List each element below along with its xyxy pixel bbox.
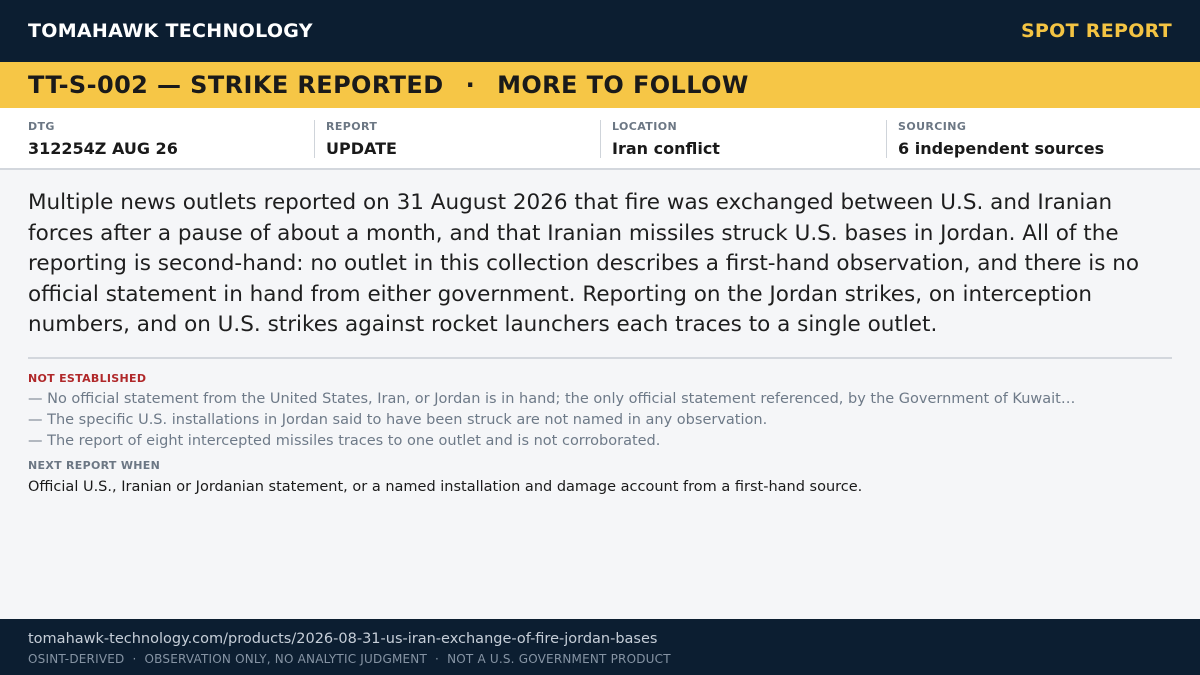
meta-value: UPDATE: [326, 139, 397, 158]
meta-label: SOURCING: [898, 120, 967, 133]
meta-label: LOCATION: [612, 120, 678, 133]
meta-label: REPORT: [326, 120, 378, 133]
next-report-text: Official U.S., Iranian or Jordanian statement, or a named installation and damage account from a first-hand source.: [28, 479, 863, 495]
list-item: — The specific U.S. installations in Jordan said to have been struck are not named in any observation.: [28, 412, 768, 428]
meta-dtg: [28, 120, 314, 158]
next-report-label: NEXT REPORT WHEN: [28, 459, 161, 472]
meta-label: DTG: [28, 120, 55, 133]
top-bar: [0, 0, 1200, 62]
not-established-label: NOT ESTABLISHED: [28, 372, 147, 385]
not-established-list: [28, 389, 1178, 452]
section-divider: [28, 357, 1172, 359]
footer: [0, 619, 1200, 675]
meta-value: Iran conflict: [612, 139, 720, 158]
headline-follow: MORE TO FOLLOW: [497, 71, 749, 99]
footer-url[interactable]: tomahawk-technology.com/products/2026-08-31-us-iran-exchange-of-fire-jordan-bases: [28, 631, 658, 647]
list-item: — No official statement from the United States, Iran, or Jordan is in hand; the only official statement referenced, by the Government of Kuwait…: [28, 391, 1076, 407]
headline-bar: [0, 62, 1200, 108]
headline-separator: ·: [465, 71, 476, 99]
list-item: — The report of eight intercepted missiles traces to one outlet and is not corroborated.: [28, 433, 661, 449]
meta-sourcing: [886, 120, 1172, 158]
meta-report: [314, 120, 600, 158]
summary-paragraph: Multiple news outlets reported on 31 August 2026 that fire was exchanged between U.S. and Iranian forces after a pause of about a month, and that Iranian missiles struck U.S. bases in Jordan. All of the reporting is second-hand: no outlet in this collection describes a first-hand observation, and there is no official statement in hand from either government. Reporting on the Jordan strikes, on interception numbers, and on U.S. strikes against rocket launchers each traces to a single outlet.: [28, 190, 1140, 337]
meta-value: 6 independent sources: [898, 139, 1105, 158]
footer-disclaimer: OSINT-DERIVED · OBSERVATION ONLY, NO ANALYTIC JUDGMENT · NOT A U.S. GOVERNMENT PRODUCT: [28, 652, 671, 666]
brand-name: TOMAHAWK TECHNOLOGY: [28, 20, 313, 42]
report-type: SPOT REPORT: [1020, 20, 1172, 42]
meta-location: [600, 120, 886, 158]
meta-strip: [0, 108, 1200, 170]
meta-value: 312254Z AUG 26: [28, 139, 178, 158]
headline-title: TT-S-002 — STRIKE REPORTED: [28, 71, 444, 99]
